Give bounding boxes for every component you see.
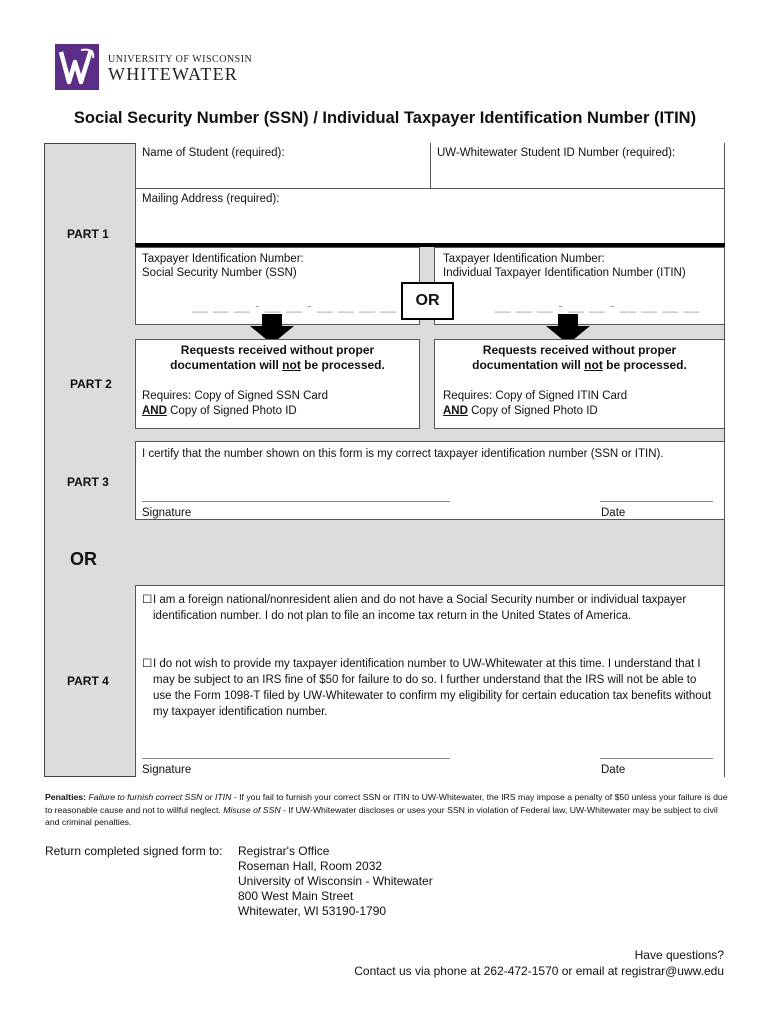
part3-signature-line[interactable] [142,500,450,502]
itin-photo-id-text: AND Copy of Signed Photo ID [443,405,598,417]
return-label: Return completed signed form to: [45,844,223,858]
return-line3: University of Wisconsin - Whitewater [238,874,433,888]
mailing-address-label: Mailing Address (required): [142,193,280,205]
part4-signature-line[interactable] [142,757,450,759]
itin-label-line2: Individual Taxpayer Identification Number (ITIN) [443,267,686,279]
itin-requirements-box [434,339,725,429]
part3-signature-label: Signature [142,507,192,519]
ssn-placeholder: __ __ __ - __ __ - __ __ __ __ [192,298,397,313]
logo-whitewater-line: WHITEWATER [108,64,238,84]
student-id-field[interactable] [430,143,725,189]
part4-label: PART 4 [67,674,109,688]
certification-box [135,441,725,520]
ssn-requirements-box [135,339,420,429]
part4-signature-label: Signature [142,764,192,776]
penalties-text: Penalties: Failure to furnish correct SSN or ITIN - If you fail to furnish your correct SSN or ITIN to UW-Whitewater, the IRS may impose a penalty of $50 unless your failure is due to reasonable cause and not to willful neglect. Misuse of SSN - If UW-Whitewater discloses or uses your SSN in violation of Federal law, UW-Whitewater may be subject to civil and criminal penalties. [45,792,728,827]
return-line1: Registrar's Office [238,844,330,858]
ssn-photo-id-text: AND Copy of Signed Photo ID [142,405,297,417]
ssn-label-line1: Taxpayer Identification Number: [142,253,304,265]
part4-option2[interactable] [142,656,718,720]
part4-option1[interactable] [142,592,718,624]
ssn-itin-or-box: OR [401,282,454,320]
return-line4: 800 West Main Street [238,889,354,903]
ssn-label-line2: Social Security Number (SSN) [142,267,297,279]
student-name-field[interactable] [135,143,431,189]
itin-requires-text: Requires: Copy of Signed ITIN Card [443,390,628,402]
checkbox-icon[interactable]: ☐ [142,658,153,670]
part2-label: PART 2 [70,377,112,391]
certify-text: I certify that the number shown on this form is my correct taxpayer identification number (SSN or ITIN). [142,448,664,460]
logo-university-line: UNIVERSITY OF WISCONSIN [108,54,253,65]
contact-line2: Contact us via phone at 262-472-1570 or email at registrar@uww.edu [354,964,724,978]
part4-date-label: Date [601,764,626,776]
contact-line1: Have questions? [634,948,724,962]
return-address [238,844,433,919]
checkbox-icon[interactable]: ☐ [142,594,153,606]
form-title: Social Security Number (SSN) / Individual Taxpayer Identification Number (ITIN) [73,109,697,127]
part3-label: PART 3 [67,475,109,489]
or-band-label: OR [70,549,97,569]
itin-label-line1: Taxpayer Identification Number: [443,253,605,265]
itin-warning-line1: Requests received without proper [482,343,677,357]
option2-text: I do not wish to provide my taxpayer identification number to UW-Whitewater at this time. I understand that I may be subject to an IRS fine of $50 for failure to do so. I further understand that the IRS will not be able to use the Form 1098-T filed by UW-Whitewater to confirm my eligibility for certain education tax benefits without my taxpayer identification number. [153,658,712,718]
university-logo-mark [55,44,99,90]
itin-warning-line2: documentation will not be processed. [472,358,687,372]
mailing-address-field[interactable] [135,188,725,244]
part4-date-line[interactable] [600,757,713,759]
ssn-warning-line1: Requests received without proper [180,343,375,357]
ssn-requires-text: Requires: Copy of Signed SSN Card [142,390,329,402]
return-line2: Roseman Hall, Room 2032 [238,859,383,873]
option1-text: I am a foreign national/nonresident alien and do not have a Social Security number or individual taxpayer identification number. I do not plan to file an income tax return in the United States of America. [153,594,687,622]
or-band [45,520,724,585]
part3-date-label: Date [601,507,626,519]
return-line5: Whitewater, WI 53190-1790 [238,904,387,918]
student-name-label: Name of Student (required): [142,147,285,159]
student-id-label: UW-Whitewater Student ID Number (required): [437,147,676,159]
itin-placeholder: __ __ __ - __ __ - __ __ __ __ [495,298,700,313]
part3-date-line[interactable] [600,500,713,502]
part1-label: PART 1 [67,227,109,241]
ssn-warning-line2: documentation will not be processed. [170,358,385,372]
